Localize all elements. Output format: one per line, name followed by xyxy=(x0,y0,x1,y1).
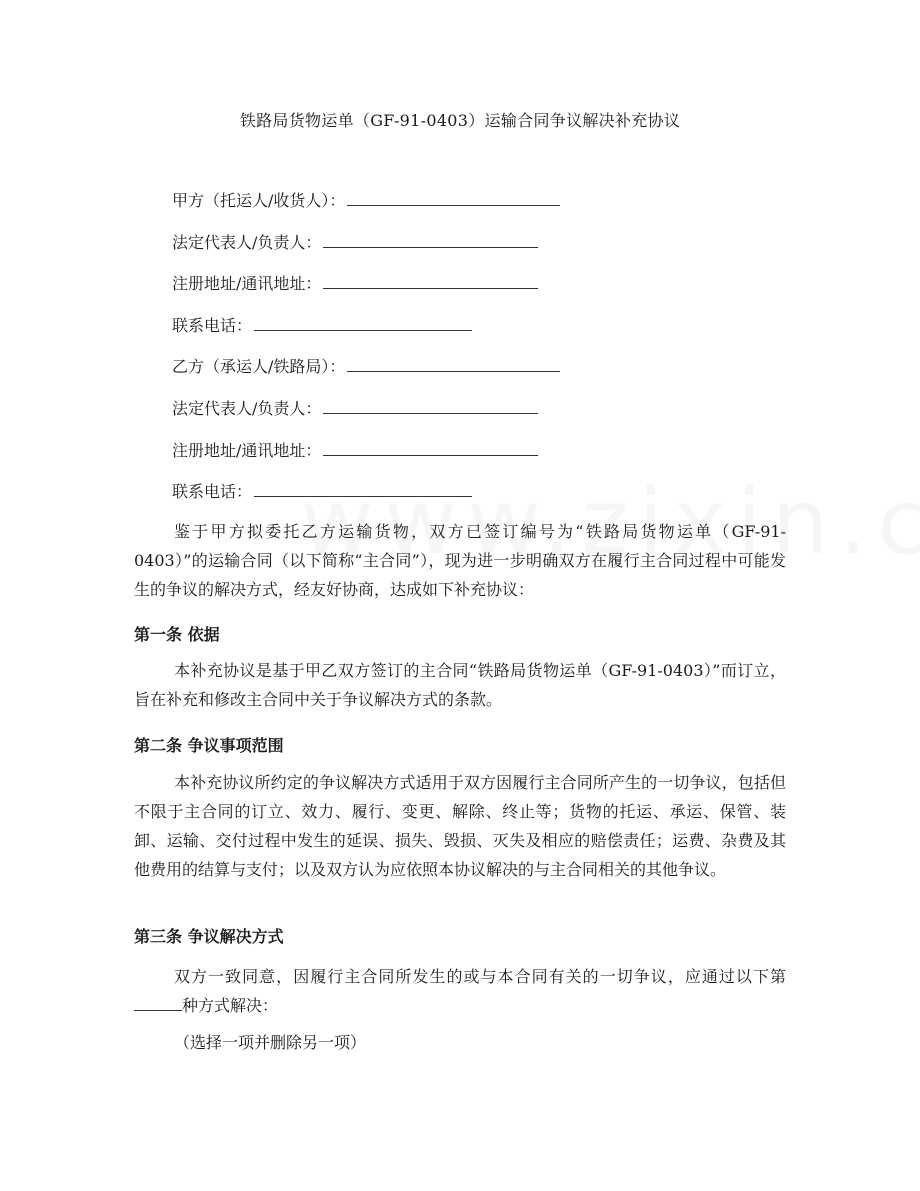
method-number-field[interactable] xyxy=(134,992,182,1011)
party-b-phone-label: 联系电话： xyxy=(172,482,253,502)
party-b-rep-field[interactable] xyxy=(323,395,538,414)
article-2-text: 本补充协议所约定的争议解决方式适用于双方因履行主合同所产生的一切争议，包括但不限于主合同的订立、效力、履行、变更、解除、终止等；货物的托运、承运、保管、装卸、运输、交付过程中发生的延误、损失、毁损、灭失及相应的赔偿责任；运费、杂费及其他费用的结算与支付；以及双方认为应依照本协议解决的与主合同相关的其他争议。 xyxy=(134,773,786,879)
party-b-phone-line xyxy=(172,478,812,520)
party-a-rep-line xyxy=(172,229,812,271)
party-a-rep-field[interactable] xyxy=(323,229,538,248)
party-a-address-field[interactable] xyxy=(323,270,538,289)
party-b-address-line xyxy=(172,437,812,479)
article-2-heading: 第二条 争议事项范围 xyxy=(134,736,284,755)
article-3-heading: 第三条 争议解决方式 xyxy=(134,927,284,946)
article-3-text-before: 双方一致同意，因履行主合同所发生的或与本合同有关的一切争议，应通过以下第 xyxy=(174,967,786,986)
party-b-line xyxy=(172,353,812,395)
party-a-field[interactable] xyxy=(347,187,560,206)
party-a-rep-label: 法定代表人/负责人： xyxy=(172,232,322,252)
article-1-paragraph xyxy=(134,656,786,714)
article-1-text: 本补充协议是基于甲乙双方签订的主合同“铁路局货物运单（GF-91-0403）”而订立，旨在补充和修改主合同中关于争议解决方式的条款。 xyxy=(134,661,786,709)
article-3-text xyxy=(134,962,786,1020)
article-1-heading: 第一条 依据 xyxy=(134,625,220,644)
party-b-rep-line xyxy=(172,395,812,437)
party-b-rep-label: 法定代表人/负责人： xyxy=(172,398,322,418)
party-a-label: 甲方（托运人/收货人）： xyxy=(172,191,346,210)
party-a-phone-label: 联系电话： xyxy=(172,315,253,335)
party-a-phone-field[interactable] xyxy=(254,312,472,331)
party-info-block xyxy=(172,187,812,520)
party-b-phone-field[interactable] xyxy=(254,478,472,497)
preamble-paragraph xyxy=(134,517,786,604)
party-b-address-field[interactable] xyxy=(323,437,538,456)
party-a-address-label: 注册地址/通讯地址： xyxy=(172,274,322,294)
party-b-field[interactable] xyxy=(347,353,560,372)
selection-note: （选择一项并删除另一项） xyxy=(174,1033,367,1052)
party-a-line xyxy=(172,187,812,229)
article-3-paragraph xyxy=(134,962,786,1020)
preamble-text: 鉴于甲方拟委托乙方运输货物，双方已签订编号为“铁路局货物运单（GF-91-0403）”的运输合同（以下简称“主合同”），现为进一步明确双方在履行主合同过程中可能发生的争议的解决方式，经友好协商，达成如下补充协议： xyxy=(134,522,786,599)
document-title: 铁路局货物运单（GF-91-0403）运输合同争议解决补充协议 xyxy=(239,111,681,130)
party-a-phone-line xyxy=(172,312,812,354)
party-b-address-label: 注册地址/通讯地址： xyxy=(172,440,322,460)
article-2-paragraph xyxy=(134,768,786,884)
party-b-label: 乙方（承运人/铁路局）： xyxy=(172,357,346,377)
party-a-address-line xyxy=(172,270,812,312)
article-3-text-after: 种方式解决： xyxy=(182,996,279,1015)
